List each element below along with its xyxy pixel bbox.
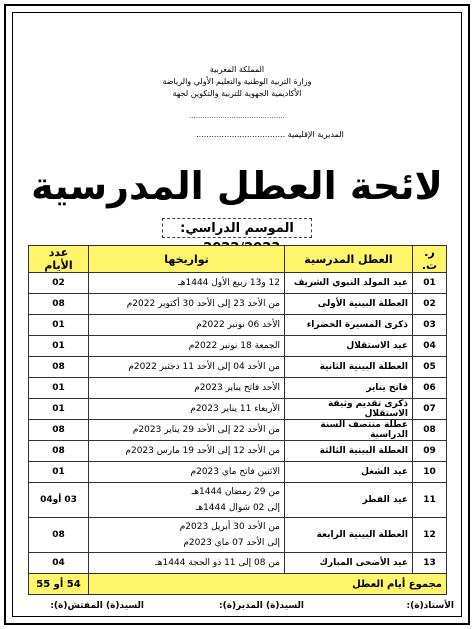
days-count: 01 [29, 315, 89, 336]
directorate-line: المديرية الإقليمية ................................... [196, 130, 344, 139]
holiday-dates [89, 441, 285, 462]
table-row [29, 441, 447, 462]
days-count: 03 أو04 [29, 483, 89, 518]
table-row [29, 553, 447, 574]
date-line: من الأحد 22 إلى الأحد 29 يناير 2023م [132, 425, 280, 435]
row-number: 07 [413, 399, 447, 420]
holiday-dates [89, 553, 285, 574]
date-line: من الأحد 12 إلى الأحد 19 مارس 2023م [125, 446, 280, 456]
days-count: 08 [29, 518, 89, 553]
date-line: من 29 رمضان 1444هـ [191, 487, 280, 497]
col-header-dates: تواريخها [89, 246, 285, 273]
holiday-name: عيد المولد النبوي الشريف [285, 273, 413, 294]
table-row [29, 378, 447, 399]
days-count: 08 [29, 294, 89, 315]
row-number: 04 [413, 336, 447, 357]
holiday-dates [89, 462, 285, 483]
holiday-dates [89, 483, 285, 518]
days-count: 01 [29, 378, 89, 399]
holiday-dates [89, 294, 285, 315]
row-number: 12 [413, 518, 447, 553]
holiday-dates [89, 378, 285, 399]
school-year-box: الموسم الدراسي: [162, 218, 312, 238]
holiday-dates [89, 399, 285, 420]
col-header-number: ر. ت. [413, 246, 447, 273]
row-number: 01 [413, 273, 447, 294]
teacher-signature-label: الأستاذ(ة): [406, 601, 454, 611]
holiday-name: العطلة البينية الثانية [285, 357, 413, 378]
row-number: 10 [413, 462, 447, 483]
table-header-row [29, 246, 447, 273]
table-row [29, 357, 447, 378]
holiday-dates [89, 273, 285, 294]
header-line-academy: الأكاديمية الجهوية للتربية والتكوين لجهة [172, 89, 302, 98]
row-number: 02 [413, 294, 447, 315]
table-row [29, 420, 447, 441]
table-row [29, 399, 447, 420]
days-count: 04 [29, 553, 89, 574]
table-row [29, 336, 447, 357]
row-number: 09 [413, 441, 447, 462]
header-line-kingdom: المملكة المغربية [209, 65, 265, 74]
total-row [29, 574, 447, 595]
ministry-header [0, 64, 474, 100]
holiday-name: عيد الأضحى المبارك [285, 553, 413, 574]
header-line-ministry: وزارة التربية الوطنية والتعليم الأولي والرياضة [162, 77, 312, 86]
table-row [29, 462, 447, 483]
row-number: 05 [413, 357, 447, 378]
holiday-dates [89, 315, 285, 336]
total-days-value: 54 أو 55 [29, 574, 89, 595]
row-number: 13 [413, 553, 447, 574]
table-row [29, 518, 447, 553]
days-count: 08 [29, 441, 89, 462]
holiday-name: ذكرى تقديم وثيقة الاستقلال [285, 399, 413, 420]
days-count: 08 [29, 357, 89, 378]
table-row [29, 483, 447, 518]
holiday-name: ذكرى المسيرة الخضراء [285, 315, 413, 336]
col-header-holiday: العطل المدرسية [285, 246, 413, 273]
date-line: من الأحد 04 إلى الأحد 11 دجنبر 2022م [128, 362, 280, 372]
holiday-name: العطلة البينية الرابعة [285, 518, 413, 553]
days-count: 01 [29, 336, 89, 357]
inspector-signature-label: السيد(ة) المفتش(ة): [50, 601, 144, 611]
date-line: من 08 إلى 11 ذو الحجة 1444هـ [155, 558, 280, 568]
holiday-name: عيد الاستقلال [285, 336, 413, 357]
date-line: الجمعة 18 نونبر 2022م [188, 341, 280, 351]
date-line: الاثنين فاتح ماي 2023م [190, 467, 280, 477]
date-line: إلى 02 شوال 1444هـ [195, 503, 280, 513]
date-line: إلى الأحد 07 ماي 2023م [183, 538, 280, 548]
date-line: الأحد فاتح يناير 2023م [194, 383, 280, 393]
days-count: 01 [29, 462, 89, 483]
holidays-table [28, 245, 447, 595]
date-line: الأربعاء 11 يناير 2023م [190, 404, 280, 414]
holiday-name: العطلة البينية الأولى [285, 294, 413, 315]
days-count: 08 [29, 420, 89, 441]
holiday-name: عطلة منتصف السنة الدراسية [285, 420, 413, 441]
date-line: 12 و13 ربيع الأول 1444هـ [178, 278, 280, 288]
header-dots: ........................................... [189, 112, 285, 120]
date-line: الأحد 06 نونبر 2022م [196, 320, 280, 330]
table-row [29, 273, 447, 294]
date-line: من الأحد 23 إلى الأحد 30 أكتوبر 2022م [126, 299, 280, 309]
holiday-name: فاتح يناير [285, 378, 413, 399]
row-number: 11 [413, 483, 447, 518]
table-row [29, 294, 447, 315]
holidays-table-body [29, 273, 447, 574]
holiday-dates [89, 420, 285, 441]
total-label: مجموع أيام العطل [89, 574, 447, 595]
holiday-dates [89, 357, 285, 378]
col-header-days: عدد الأيام [29, 246, 89, 273]
holiday-name: عيد الشغل [285, 462, 413, 483]
holiday-dates [89, 336, 285, 357]
holiday-name: العطلة البينية الثالثة [285, 441, 413, 462]
days-count: 02 [29, 273, 89, 294]
row-number: 03 [413, 315, 447, 336]
date-line: من الأحد 30 أبريل 2023م [179, 522, 280, 532]
director-signature-label: السيد(ة) المدير(ة): [219, 601, 304, 611]
days-count: 01 [29, 399, 89, 420]
row-number: 08 [413, 420, 447, 441]
table-row [29, 315, 447, 336]
row-number: 06 [413, 378, 447, 399]
page-title: لائحة العطل المدرسية [31, 164, 443, 208]
holiday-name: عيد الفطر [285, 483, 413, 518]
holiday-dates [89, 518, 285, 553]
